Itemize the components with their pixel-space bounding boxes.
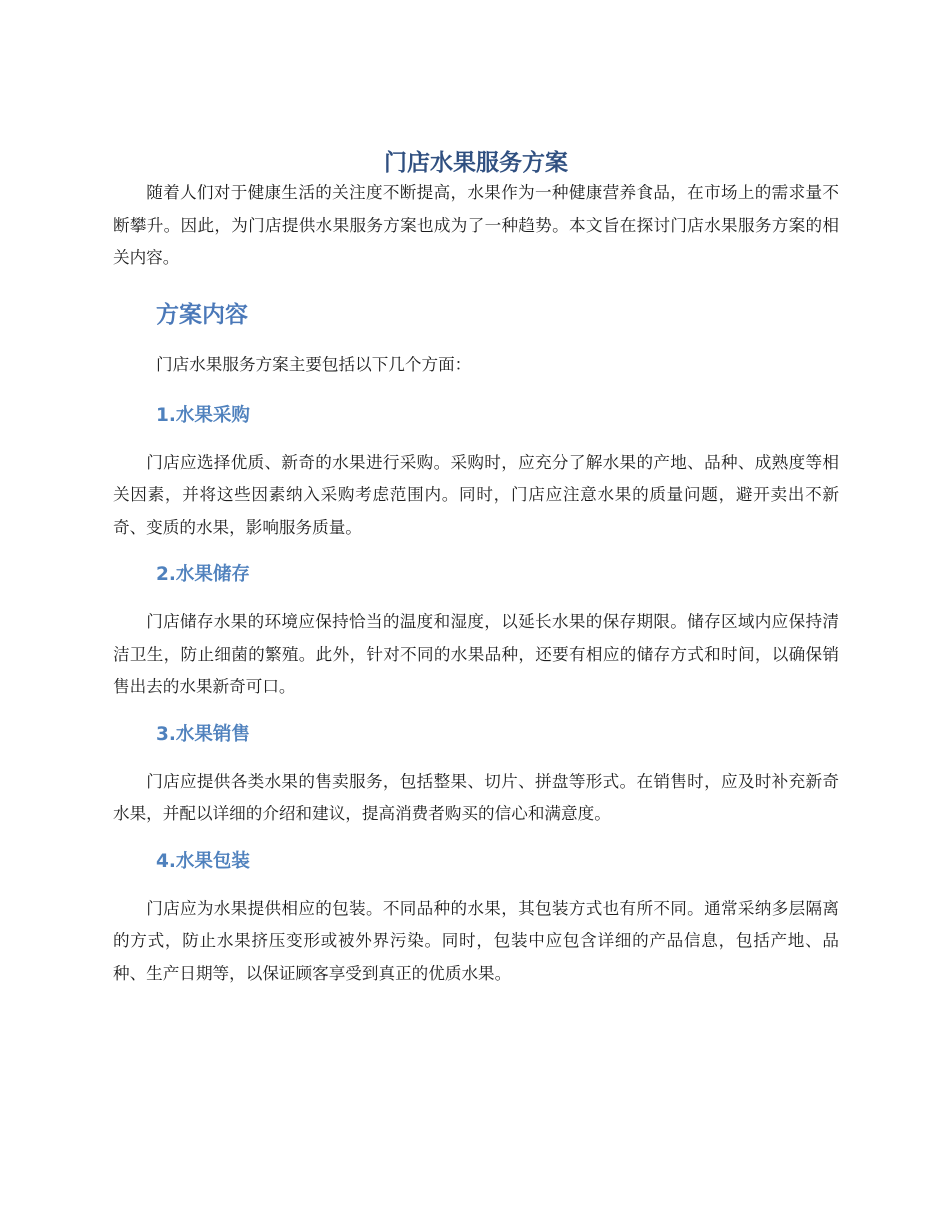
- section-heading: 方案内容: [156, 301, 248, 328]
- subsection-body-3: 门店应提供各类水果的售卖服务，包括整果、切片、拼盘等形式。在销售时，应及时补充新奇水果，并配以详细的介绍和建议，提高消费者购买的信心和满意度。: [113, 771, 839, 823]
- document-content: [113, 143, 839, 990]
- document-title: 门店水果服务方案: [384, 150, 568, 176]
- subsection-body-1: 门店应选择优质、新奇的水果进行采购。采购时，应充分了解水果的产地、品种、成熟度等相关因素，并将这些因素纳入采购考虑范围内。同时，门店应注意水果的质量问题，避开卖出不新奇、变质的水果，影响服务质量。: [113, 452, 839, 537]
- section-intro: 门店水果服务方案主要包括以下几个方面：: [156, 354, 472, 374]
- subsection-body-2: 门店储存水果的环境应保持恰当的温度和湿度，以延长水果的保存期限。储存区域内应保持清洁卫生，防止细菌的繁殖。此外，针对不同的水果品种，还要有相应的储存方式和时间，以确保销售出去的水果新奇可口。: [113, 612, 839, 696]
- subsection-heading-1: 1.水果采购: [156, 404, 250, 426]
- subsection-heading-2: 2.水果储存: [156, 564, 250, 585]
- subsection-heading-4: 4.水果包装: [156, 850, 250, 872]
- intro-paragraph: 随着人们对于健康生活的关注度不断提高，水果作为一种健康营养食品，在市场上的需求量不断攀升。因此，为门店提供水果服务方案也成为了一种趋势。本文旨在探讨门店水果服务方案的相关内容。: [113, 183, 839, 267]
- subsection-heading-3: 3.水果销售: [156, 723, 250, 745]
- subsection-body-4: 门店应为水果提供相应的包装。不同品种的水果，其包装方式也有所不同。通常采纳多层隔离的方式，防止水果挤压变形或被外界污染。同时，包装中应包含详细的产品信息，包括产地、品种、生产日期等，以保证顾客享受到真正的优质水果。: [113, 898, 839, 983]
